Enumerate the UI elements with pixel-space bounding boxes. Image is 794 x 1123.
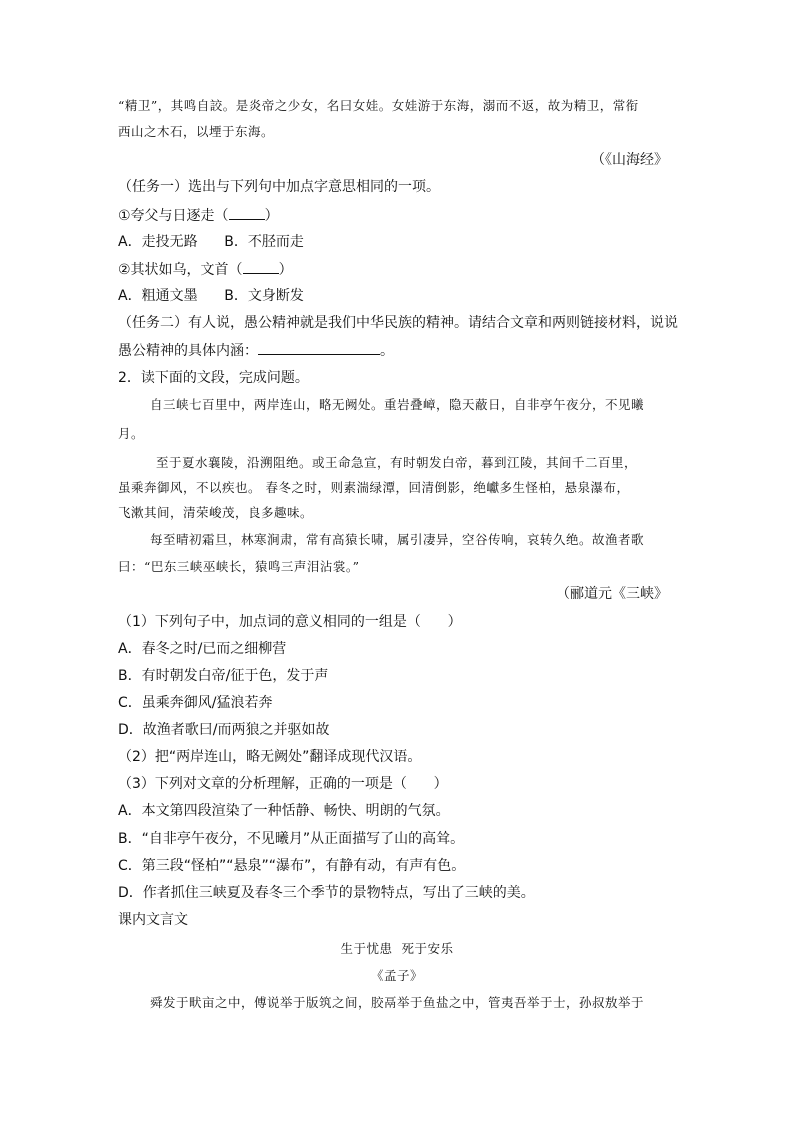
mencius-line1: 舜发于畎亩之中，傅说举于版筑之间，胶鬲举于鱼盐之中，管夷吾举于士，孙叔敖举于 [150,995,645,1010]
task1-q2-text: ②其状如乌，文首（ [118,262,243,278]
sanxia-p2-line2: 虽乘奔御风，不以疾也。 春冬之时，则素湍绿潭，回清倒影，绝巘多生怪柏，悬泉瀑布， [118,480,630,495]
sub-question-1: （1）下列句子中，加点词的意义相同的一组是（ ） [118,614,462,630]
task1-q2-close: ） [278,262,293,278]
section-label: 课内文言文 [118,912,188,928]
sub3-option-b: B．“自非亭午夜分，不见曦月”从正面描写了山的高耸。 [118,831,465,847]
question-2-heading: 2．读下面的文段，完成问题。 [118,370,309,386]
sub-question-2: （2）把“两岸连山，略无阙处”翻译成现代汉语。 [118,749,422,765]
passage1-source: （《山海经》 [591,152,668,168]
section-author: 《孟子》 [370,968,423,983]
sub1-option-d: D．故渔者歌曰/而两狼之并驱如故 [118,722,330,738]
sub3-option-c: C．第三段“怪柏”“悬泉”“瀑布”，有静有动，有声有色。 [118,858,466,874]
task1-q1-options: A．走投无路 B．不胫而走 [118,234,304,250]
section-title: 生于忧患 死于安乐 [340,941,454,956]
sanxia-p3-line2: 曰：“巴东三峡巫峡长，猿鸣三声泪沾裳。” [118,559,360,574]
answer-blank-task2[interactable] [258,340,380,355]
passage1-line2: 西山之木石，以堙于东海。 [118,124,275,139]
sanxia-source: （郦道元《三峡》 [556,586,668,602]
sanxia-p1-line1: 自三峡七百里中，两岸连山，略无阙处。重岩叠嶂，隐天蔽日，自非亭午夜分，不见曦 [150,397,645,412]
task2-line2 [118,340,394,361]
sub3-option-a: A．本文第四段渲染了一种恬静、畅快、明朗的气氛。 [118,803,450,819]
sub1-option-c: C．虽乘奔御风/猛浪若奔 [118,695,273,711]
sub1-option-a: A．春冬之时/已而之细柳营 [118,641,287,657]
task2-line2-text: 愚公精神的具体内涵： [118,343,258,359]
task1-q2-options: A．粗通文墨 B．文身断发 [118,288,304,304]
sanxia-p2-line3: 飞漱其间，清荣峻茂，良多趣味。 [118,505,314,520]
answer-blank-q1[interactable] [229,205,265,220]
task1-q1 [118,205,279,226]
task2-line2-end: 。 [380,343,394,359]
sanxia-p2-line1: 至于夏水襄陵，沿溯阻绝。或王命急宣，有时朝发白帝，暮到江陵，其间千二百里， [156,455,638,470]
sub-question-3: （3）下列对文章的分析理解，正确的一项是（ ） [118,776,448,792]
passage1-line1: “精卫”，其鸣自詨。是炎帝之少女，名曰女娃。女娃游于东海，溺而不返，故为精卫，常衔 [118,98,639,113]
sanxia-p1-line2: 月。 [118,426,145,441]
task1-q1-text: ①夸父与日逐走（ [118,208,229,224]
task1-prompt: （任务一）选出与下列句中加点字意思相同的一项。 [118,179,440,195]
answer-blank-q2[interactable] [243,259,279,274]
task1-q2 [118,259,293,280]
task2-line1: （任务二）有人说，愚公精神就是我们中华民族的精神。请结合文章和两则链接材料，说说 [118,315,678,331]
sub3-option-d: D．作者抓住三峡夏及春冬三个季节的景物特点，写出了三峡的美。 [118,885,535,901]
sanxia-p3-line1: 每至晴初霜旦，林寒涧肃，常有高猿长啸，属引凄异，空谷传响，哀转久绝。故渔者歌 [150,532,645,547]
sub1-option-b: B．有时朝发白帝/征于色，发于声 [118,668,329,684]
task1-q1-close: ） [264,208,279,224]
